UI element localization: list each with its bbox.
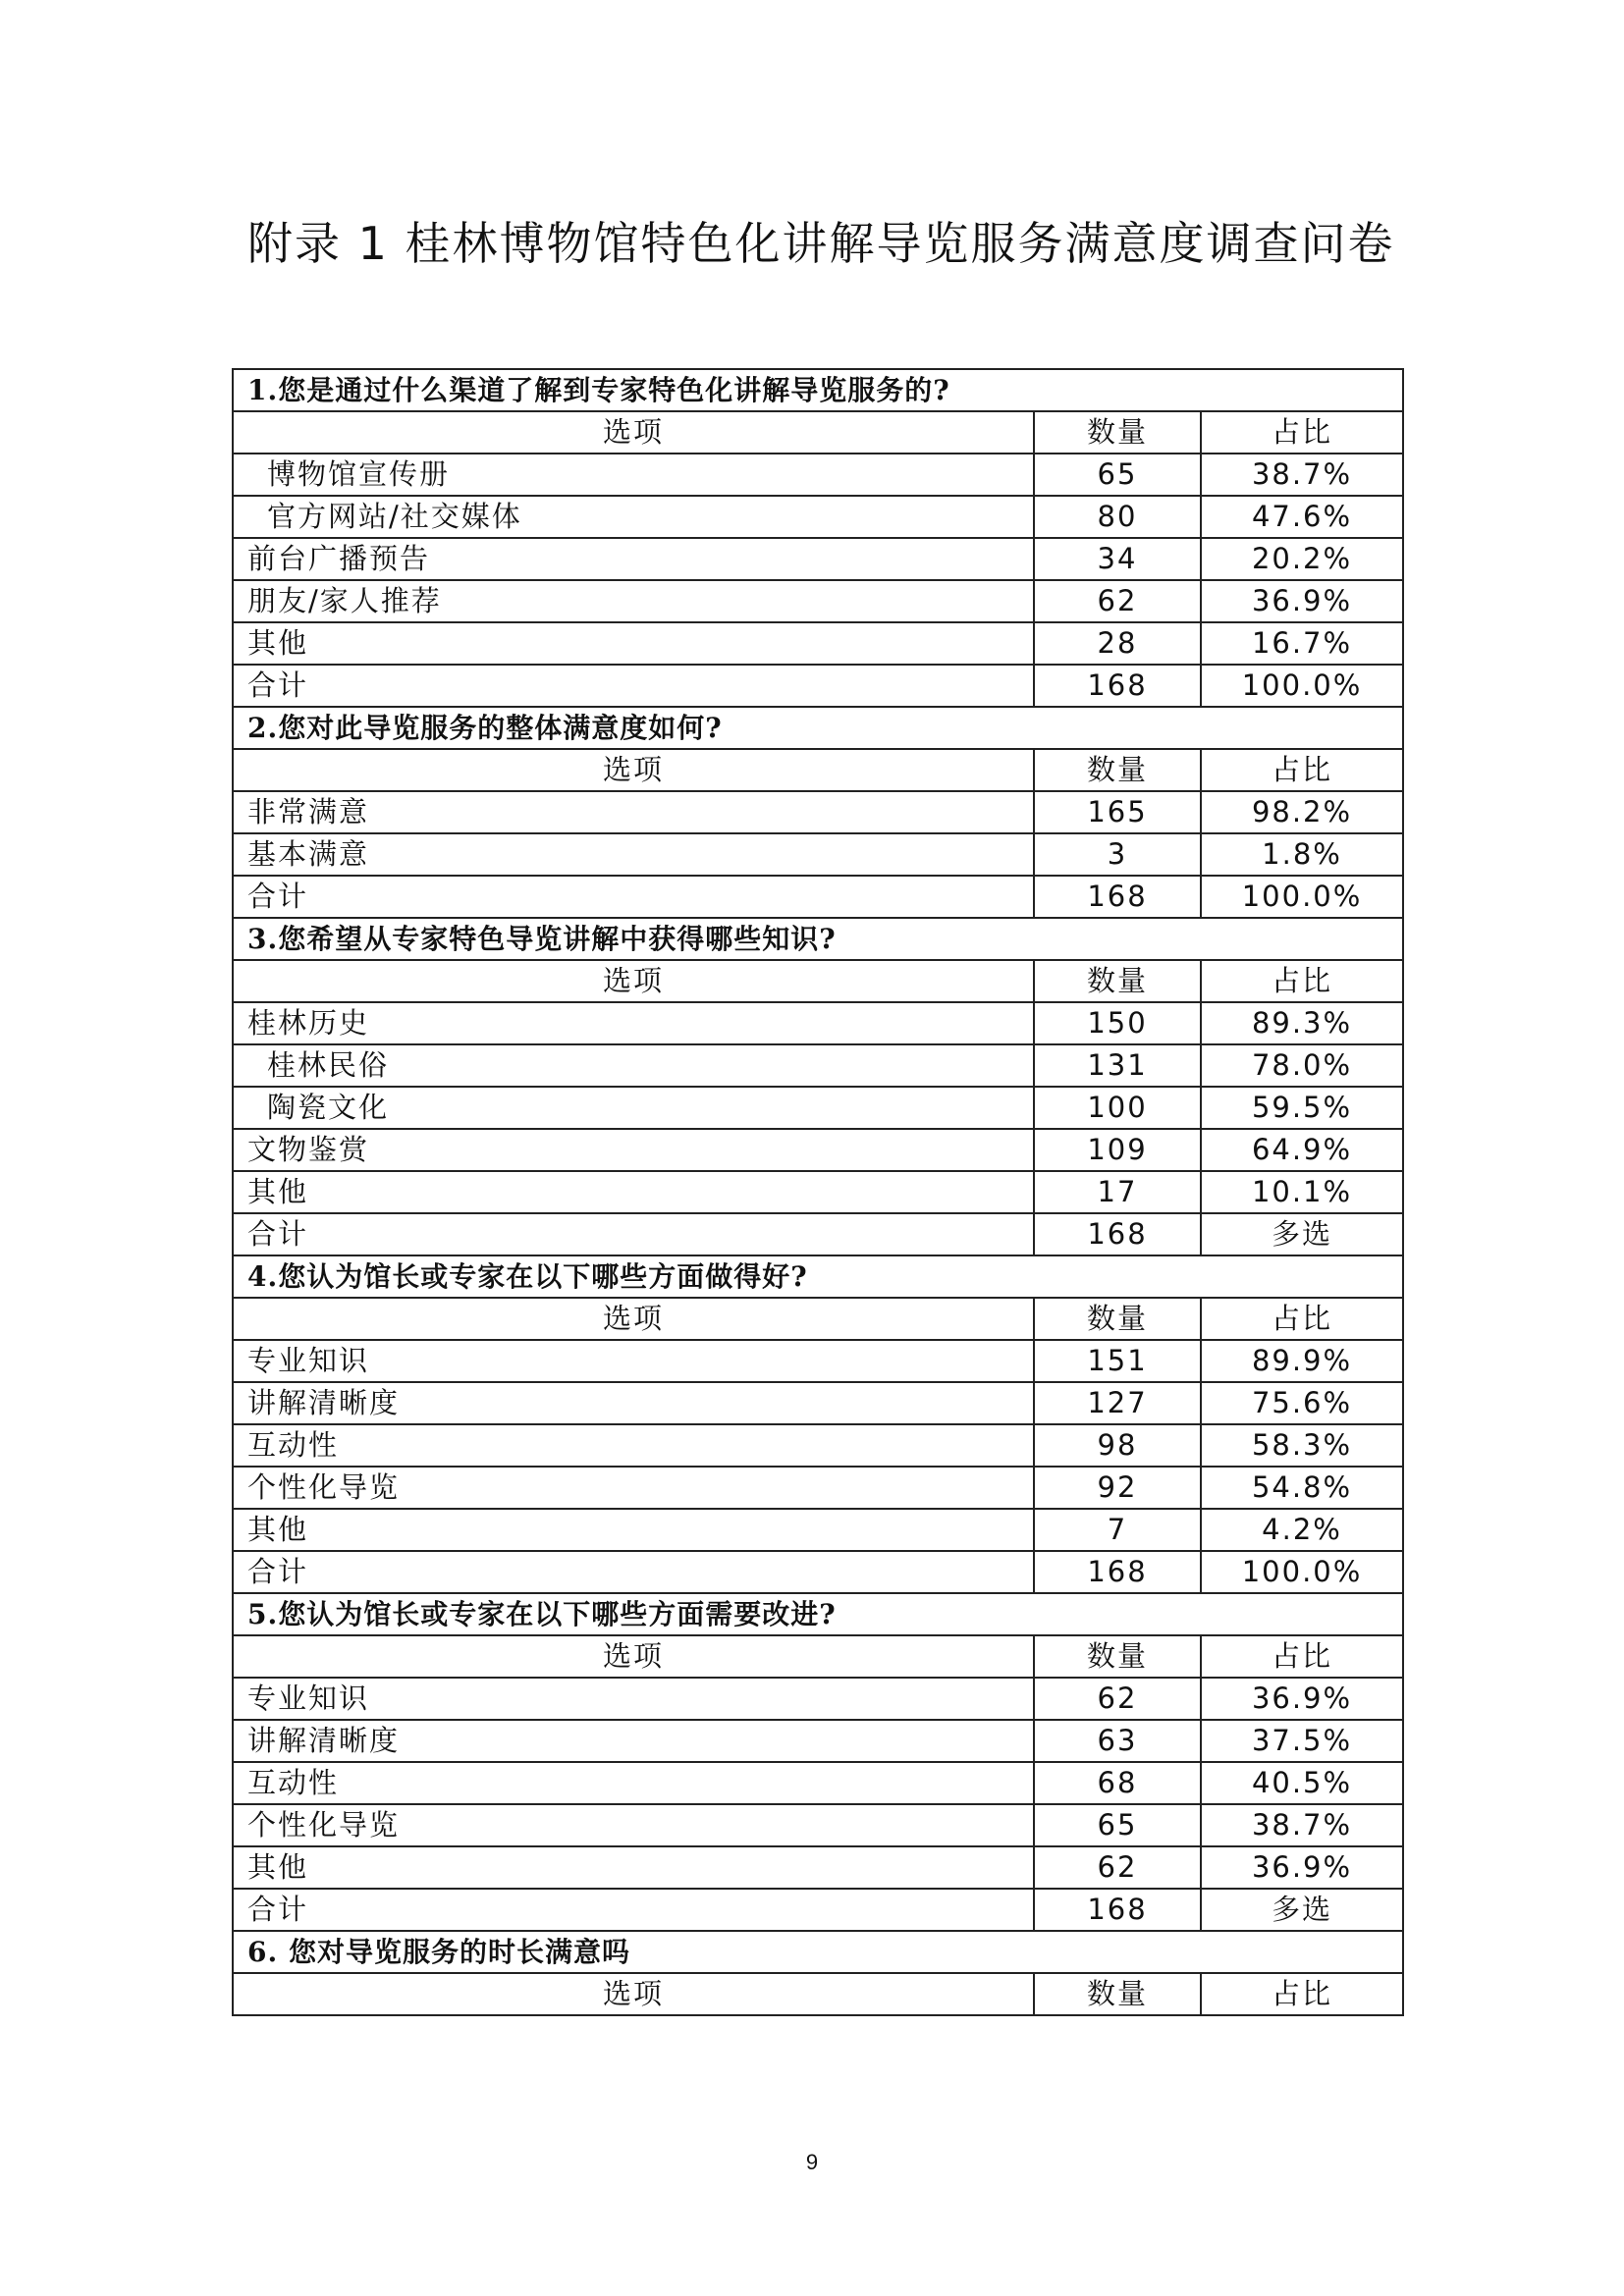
- count-cell: 68: [1034, 1762, 1201, 1804]
- ratio-cell: 多选: [1201, 1889, 1403, 1931]
- ratio-cell: 36.9%: [1201, 580, 1403, 622]
- ratio-cell: 78.0%: [1201, 1044, 1403, 1087]
- option-cell: 个性化导览: [233, 1467, 1034, 1509]
- table-row: [233, 1171, 1403, 1213]
- ratio-cell: 38.7%: [1201, 1804, 1403, 1846]
- table-row: [233, 1762, 1403, 1804]
- ratio-cell: 16.7%: [1201, 622, 1403, 665]
- ratio-cell: 75.6%: [1201, 1382, 1403, 1424]
- option-cell: 陶瓷文化: [233, 1087, 1034, 1129]
- count-cell: 127: [1034, 1382, 1201, 1424]
- ratio-cell: 47.6%: [1201, 496, 1403, 538]
- header-row: [233, 960, 1403, 1002]
- count-cell: 65: [1034, 454, 1201, 496]
- table-row: [233, 665, 1403, 707]
- header-count: 数量: [1034, 411, 1201, 454]
- header-count: 数量: [1034, 1973, 1201, 2015]
- question-row: [233, 369, 1403, 411]
- option-cell: 文物鉴赏: [233, 1129, 1034, 1171]
- ratio-cell: 64.9%: [1201, 1129, 1403, 1171]
- table-row: [233, 1467, 1403, 1509]
- header-option: 选项: [233, 1635, 1034, 1678]
- header-count: 数量: [1034, 1298, 1201, 1340]
- table-row: [233, 1087, 1403, 1129]
- ratio-cell: 89.3%: [1201, 1002, 1403, 1044]
- count-cell: 151: [1034, 1340, 1201, 1382]
- table-row: [233, 622, 1403, 665]
- table-row: [233, 833, 1403, 876]
- option-cell: 讲解清晰度: [233, 1720, 1034, 1762]
- table-row: [233, 1382, 1403, 1424]
- option-cell: 互动性: [233, 1762, 1034, 1804]
- option-cell: 个性化导览: [233, 1804, 1034, 1846]
- header-ratio: 占比: [1201, 1298, 1403, 1340]
- count-cell: 3: [1034, 833, 1201, 876]
- count-cell: 63: [1034, 1720, 1201, 1762]
- count-cell: 28: [1034, 622, 1201, 665]
- count-cell: 168: [1034, 1551, 1201, 1593]
- header-option: 选项: [233, 749, 1034, 791]
- count-cell: 150: [1034, 1002, 1201, 1044]
- ratio-cell: 38.7%: [1201, 454, 1403, 496]
- table-row: [233, 1044, 1403, 1087]
- option-cell: 互动性: [233, 1424, 1034, 1467]
- table-row: [233, 454, 1403, 496]
- table-row: [233, 876, 1403, 918]
- table-row: [233, 1424, 1403, 1467]
- count-cell: 165: [1034, 791, 1201, 833]
- question-row: [233, 1255, 1403, 1298]
- question-text: 5.您认为馆长或专家在以下哪些方面需要改进?: [233, 1593, 1403, 1635]
- table-row: [233, 1720, 1403, 1762]
- ratio-cell: 多选: [1201, 1213, 1403, 1255]
- page-number: 9: [805, 2150, 819, 2174]
- count-cell: 100: [1034, 1087, 1201, 1129]
- option-cell: 合计: [233, 665, 1034, 707]
- ratio-cell: 54.8%: [1201, 1467, 1403, 1509]
- ratio-cell: 40.5%: [1201, 1762, 1403, 1804]
- table-row: [233, 1804, 1403, 1846]
- option-cell: 博物馆宣传册: [233, 454, 1034, 496]
- count-cell: 168: [1034, 1889, 1201, 1931]
- question-text: 2.您对此导览服务的整体满意度如何?: [233, 707, 1403, 749]
- option-cell: 其他: [233, 1509, 1034, 1551]
- count-cell: 98: [1034, 1424, 1201, 1467]
- question-row: [233, 707, 1403, 749]
- option-cell: 其他: [233, 1846, 1034, 1889]
- count-cell: 7: [1034, 1509, 1201, 1551]
- option-cell: 其他: [233, 1171, 1034, 1213]
- count-cell: 92: [1034, 1467, 1201, 1509]
- ratio-cell: 100.0%: [1201, 876, 1403, 918]
- page-title: 附录 1 桂林博物馆特色化讲解导览服务满意度调查问卷: [247, 217, 1395, 270]
- question-text: 4.您认为馆长或专家在以下哪些方面做得好?: [233, 1255, 1403, 1298]
- option-cell: 基本满意: [233, 833, 1034, 876]
- table-row: [233, 1551, 1403, 1593]
- count-cell: 62: [1034, 1846, 1201, 1889]
- option-cell: 桂林民俗: [233, 1044, 1034, 1087]
- count-cell: 109: [1034, 1129, 1201, 1171]
- header-option: 选项: [233, 1298, 1034, 1340]
- table-row: [233, 1678, 1403, 1720]
- header-count: 数量: [1034, 749, 1201, 791]
- question-row: [233, 1931, 1403, 1973]
- question-row: [233, 1593, 1403, 1635]
- count-cell: 80: [1034, 496, 1201, 538]
- header-option: 选项: [233, 960, 1034, 1002]
- option-cell: 合计: [233, 1551, 1034, 1593]
- option-cell: 前台广播预告: [233, 538, 1034, 580]
- question-text: 3.您希望从专家特色导览讲解中获得哪些知识?: [233, 918, 1403, 960]
- header-ratio: 占比: [1201, 411, 1403, 454]
- table-row: [233, 1509, 1403, 1551]
- ratio-cell: 20.2%: [1201, 538, 1403, 580]
- header-ratio: 占比: [1201, 960, 1403, 1002]
- option-cell: 其他: [233, 622, 1034, 665]
- ratio-cell: 100.0%: [1201, 665, 1403, 707]
- count-cell: 17: [1034, 1171, 1201, 1213]
- header-count: 数量: [1034, 960, 1201, 1002]
- count-cell: 168: [1034, 1213, 1201, 1255]
- ratio-cell: 100.0%: [1201, 1551, 1403, 1593]
- ratio-cell: 36.9%: [1201, 1846, 1403, 1889]
- table-row: [233, 1129, 1403, 1171]
- option-cell: 专业知识: [233, 1678, 1034, 1720]
- ratio-cell: 89.9%: [1201, 1340, 1403, 1382]
- option-cell: 朋友/家人推荐: [233, 580, 1034, 622]
- table-row: [233, 496, 1403, 538]
- table-row: [233, 1889, 1403, 1931]
- header-count: 数量: [1034, 1635, 1201, 1678]
- ratio-cell: 1.8%: [1201, 833, 1403, 876]
- header-row: [233, 1973, 1403, 2015]
- ratio-cell: 58.3%: [1201, 1424, 1403, 1467]
- count-cell: 131: [1034, 1044, 1201, 1087]
- header-option: 选项: [233, 1973, 1034, 2015]
- option-cell: 讲解清晰度: [233, 1382, 1034, 1424]
- count-cell: 65: [1034, 1804, 1201, 1846]
- survey-table: [232, 368, 1404, 2016]
- table-row: [233, 1002, 1403, 1044]
- header-row: [233, 1298, 1403, 1340]
- ratio-cell: 10.1%: [1201, 1171, 1403, 1213]
- question-text: 6. 您对导览服务的时长满意吗: [233, 1931, 1403, 1973]
- count-cell: 34: [1034, 538, 1201, 580]
- ratio-cell: 98.2%: [1201, 791, 1403, 833]
- option-cell: 合计: [233, 876, 1034, 918]
- table-row: [233, 538, 1403, 580]
- header-row: [233, 749, 1403, 791]
- question-row: [233, 918, 1403, 960]
- table-row: [233, 1846, 1403, 1889]
- question-text: 1.您是通过什么渠道了解到专家特色化讲解导览服务的?: [233, 369, 1403, 411]
- count-cell: 62: [1034, 580, 1201, 622]
- survey-table-body: [233, 369, 1403, 2015]
- header-ratio: 占比: [1201, 749, 1403, 791]
- header-ratio: 占比: [1201, 1973, 1403, 2015]
- table-row: [233, 580, 1403, 622]
- option-cell: 合计: [233, 1213, 1034, 1255]
- count-cell: 62: [1034, 1678, 1201, 1720]
- header-option: 选项: [233, 411, 1034, 454]
- option-cell: 官方网站/社交媒体: [233, 496, 1034, 538]
- table-row: [233, 791, 1403, 833]
- ratio-cell: 59.5%: [1201, 1087, 1403, 1129]
- count-cell: 168: [1034, 876, 1201, 918]
- ratio-cell: 37.5%: [1201, 1720, 1403, 1762]
- count-cell: 168: [1034, 665, 1201, 707]
- option-cell: 桂林历史: [233, 1002, 1034, 1044]
- ratio-cell: 36.9%: [1201, 1678, 1403, 1720]
- option-cell: 合计: [233, 1889, 1034, 1931]
- table-row: [233, 1340, 1403, 1382]
- header-row: [233, 1635, 1403, 1678]
- header-row: [233, 411, 1403, 454]
- option-cell: 专业知识: [233, 1340, 1034, 1382]
- ratio-cell: 4.2%: [1201, 1509, 1403, 1551]
- table-row: [233, 1213, 1403, 1255]
- header-ratio: 占比: [1201, 1635, 1403, 1678]
- option-cell: 非常满意: [233, 791, 1034, 833]
